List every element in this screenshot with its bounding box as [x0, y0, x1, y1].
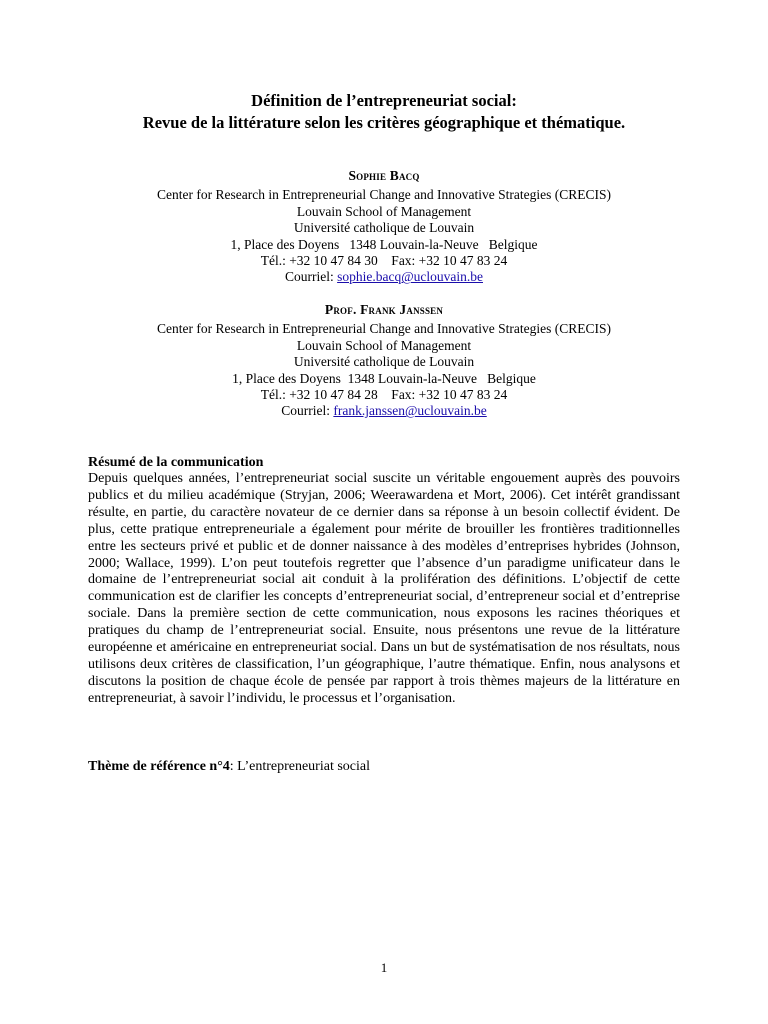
author-center: Center for Research in Entrepreneurial Change and Innovative Strategies (CRECIS) — [157, 187, 611, 203]
author-email-line — [0, 269, 768, 285]
abstract-heading: Résumé de la communication — [88, 455, 264, 470]
author-university: Université catholique de Louvain — [293, 354, 475, 370]
title-line-1: Définition de l’entrepreneuriat social: — [251, 91, 517, 110]
paper-title — [0, 90, 768, 134]
reference-theme — [88, 758, 370, 775]
author-school: Louvain School of Management — [296, 337, 472, 353]
theme-label: Thème de référence n°4 — [88, 759, 230, 774]
author-block-1 — [0, 168, 768, 286]
author-block-2 — [0, 302, 768, 420]
email-link[interactable]: sophie.bacq@uclouvain.be — [337, 269, 483, 285]
author-address: 1, Place des Doyens 1348 Louvain-la-Neuve Belgique — [232, 370, 536, 386]
email-label: Courriel: — [281, 403, 334, 419]
title-line-2: Revue de la littérature selon les critères géographique et thématique. — [142, 113, 626, 132]
author-phone: Tél.: +32 10 47 84 28 Fax: +32 10 47 83 24 — [260, 387, 508, 403]
author-university: Université catholique de Louvain — [293, 220, 475, 236]
email-link[interactable]: frank.janssen@uclouvain.be — [333, 403, 487, 419]
author-email-line — [0, 403, 768, 419]
author-center: Center for Research in Entrepreneurial Change and Innovative Strategies (CRECIS) — [157, 321, 611, 337]
page-number: 1 — [380, 960, 388, 975]
abstract-text: Depuis quelques années, l’entrepreneuriat social suscite un véritable engouement auprès des pouvoirs publics et du milieu académique (Stryjan, 2006; Weerawardena et Mort, 2006). Cet intérêt grandissant résulte, en partie, du caractère novateur de ce dernier dans sa réponse à un besoin collectif évident. De plus, cette pratique entrepreneuriale a également pour mérite de brouiller les frontières traditionnelles entre les secteurs privé et public et de donner naissance à des modèles d’entreprises hybrides (Johnson, 2000; Wallace, 1999). L’on peut toutefois regretter que l’absence d’un paradigme unificateur dans le domaine de l’entrepreneuriat social ait conduit à la prolifération des définitions. L’objectif de cette communication est de clarifier les concepts d’entrepreneuriat social, d’entrepreneur social et d’entreprise sociale. Dans la première section de cette communication, nous exposons les racines théoriques et pratiques du champ de l’entrepreneuriat social. Ensuite, nous présentons une revue de la littérature européenne et américaine en entrepreneuriat social. Dans un but de systématisation de nos résultats, nous utilisons deux critères de classification, l’un géographique, l’autre thématique. Enfin, nous analysons et discutons la position de chaque école de pensée par rapport à trois thèmes majeurs de la littérature en entrepreneuriat, à savoir l’individu, le processus et l’organisation. — [88, 471, 680, 706]
author-name: Sophie Bacq — [348, 168, 420, 183]
author-name: Prof. Frank Janssen — [324, 302, 444, 317]
author-phone: Tél.: +32 10 47 84 30 Fax: +32 10 47 83 24 — [260, 253, 508, 269]
author-school: Louvain School of Management — [296, 203, 472, 219]
theme-value: : L’entrepreneuriat social — [229, 759, 370, 774]
email-label: Courriel: — [284, 269, 338, 285]
author-address: 1, Place des Doyens 1348 Louvain-la-Neuve Belgique — [230, 236, 538, 252]
